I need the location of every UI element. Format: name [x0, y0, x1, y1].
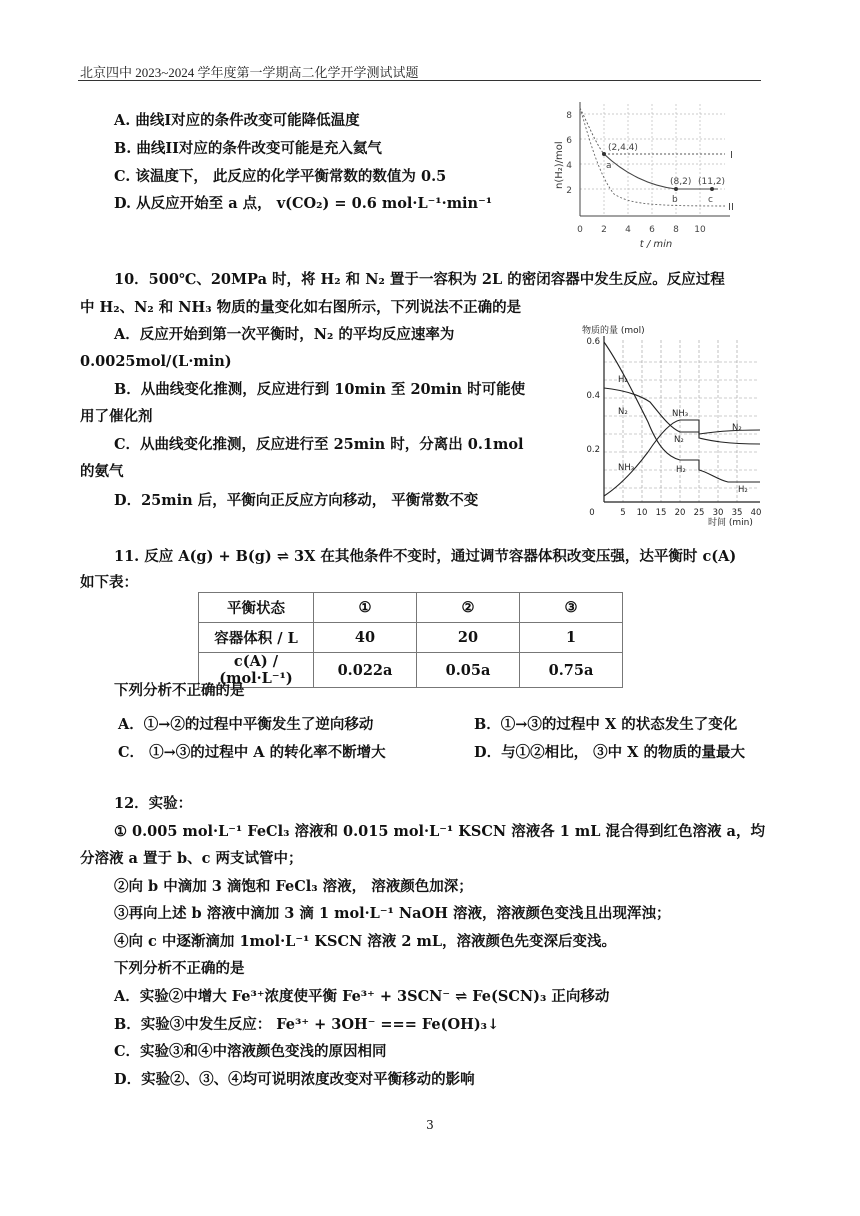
q9-option-b: B. 曲线II对应的条件改变可能是充入氦气: [114, 140, 382, 157]
q9-point-label: (11,2): [698, 177, 726, 187]
q9-curve-ii: II: [728, 202, 734, 213]
q10-series-label: H₂: [618, 375, 628, 385]
q9-ytick: 4: [566, 161, 572, 171]
q10-xtick: 30: [712, 508, 724, 518]
q10-xlabel: 时间 (min): [708, 518, 753, 528]
q11-prompt: 下列分析不正确的是: [114, 682, 245, 699]
q10-ytick: 0.4: [586, 391, 600, 401]
q10-ytick: 0.6: [586, 337, 600, 347]
table-header-cell: ②: [417, 593, 520, 623]
q9-option-a: A. 曲线I对应的条件改变可能降低温度: [114, 112, 360, 129]
table-header-cell: ①: [314, 593, 417, 623]
q9-point-label: (2,4.4): [608, 143, 638, 153]
q12-prompt: 下列分析不正确的是: [114, 960, 245, 977]
q10-xtick: 10: [636, 508, 648, 518]
q11-stem-2: 如下表：: [80, 574, 138, 591]
table-cell: 0.75a: [520, 653, 623, 688]
q12-line-1: ① 0.005 mol·L⁻¹ FeCl₃ 溶液和 0.015 mol·L⁻¹ KSCN 溶液各 1 mL 混合得到红色溶液 a，均: [114, 823, 765, 840]
q10-series-label: H₂: [676, 465, 686, 475]
q9-xtick: 8: [673, 225, 679, 235]
q10-option-a2: 0.0025mol/(L·min): [80, 353, 232, 370]
table-header-cell: ③: [520, 593, 623, 623]
table-cell: c(A) / (mol·L⁻¹): [199, 653, 314, 688]
q10-option-b1: B．从曲线变化推测，反应进行到 10min 至 20min 时可能使: [114, 381, 526, 398]
q10-ylabel: 物质的量 (mol): [582, 326, 645, 336]
q10-ytick: 0.2: [586, 445, 600, 455]
q10-series-label: NH₃: [672, 409, 689, 419]
q10-xtick: 0: [589, 508, 595, 518]
page-header: 北京四中 2023~2024 学年度第一学期高二化学开学测试试题: [80, 65, 419, 80]
table-cell: 1: [520, 623, 623, 653]
q9-option-d: D. 从反应开始至 a 点， v(CO₂) = 0.6 mol·L⁻¹·min⁻¹: [114, 195, 493, 212]
q10-xtick: 25: [693, 508, 705, 518]
q10-series-label: N₂: [618, 407, 628, 417]
q9-ytick: 8: [566, 111, 572, 121]
page-number: 3: [426, 1118, 434, 1132]
q9-point-b: b: [672, 195, 678, 205]
q12-line-2: 分溶液 a 置于 b、c 两支试管中；: [80, 850, 303, 867]
q9-xtick: 2: [601, 225, 607, 235]
q12-option-c: C．实验③和④中溶液颜色变浅的原因相同: [114, 1043, 387, 1060]
q11-table: [198, 592, 623, 688]
q10-xtick: 35: [731, 508, 743, 518]
q12-option-d: D．实验②、③、④均可说明浓度改变对平衡移动的影响: [114, 1071, 475, 1088]
q10-series-label: NH₃: [618, 463, 635, 473]
q9-ytick: 6: [566, 136, 572, 146]
q12-line-4: ③再向上述 b 溶液中滴加 3 滴 1 mol·L⁻¹ NaOH 溶液，溶液颜色变浅且出现浑浊；: [114, 905, 671, 922]
q10-xtick: 40: [750, 508, 762, 518]
q9-ylabel: n(H₂)/mol: [554, 141, 565, 189]
table-row: [199, 623, 623, 653]
q10-option-b2: 用了催化剂: [80, 408, 153, 425]
header-rule: [78, 80, 761, 81]
q12-line-5: ④向 c 中逐渐滴加 1mol·L⁻¹ KSCN 溶液 2 mL，溶液颜色先变深后变浅。: [114, 933, 617, 950]
q10-xtick: 5: [620, 508, 626, 518]
q9-xtick: 10: [694, 225, 706, 235]
q10-option-c2: 的氨气: [80, 463, 124, 480]
q9-xlabel: t / min: [639, 239, 673, 250]
q10-series-label: N₂: [732, 423, 742, 433]
q12-option-a: A．实验②中增大 Fe³⁺浓度使平衡 Fe³⁺ + 3SCN⁻ ⇌ Fe(SCN)₃ 正向移动: [114, 988, 610, 1005]
q10-xtick: 15: [655, 508, 667, 518]
q10-amount-graph: [578, 322, 768, 530]
q9-point-c: c: [708, 195, 713, 205]
q10-series-label: H₂: [738, 485, 748, 495]
q9-ytick: 2: [566, 186, 572, 196]
table-cell: 40: [314, 623, 417, 653]
q9-curve-i: I: [730, 150, 733, 161]
table-row: [199, 653, 623, 688]
q9-xtick: 4: [625, 225, 631, 235]
q11-option-b: B．①→③的过程中 X 的状态发生了变化: [474, 716, 738, 733]
q9-xtick: 6: [649, 225, 655, 235]
table-cell: 0.05a: [417, 653, 520, 688]
q12-option-b: B．实验③中发生反应： Fe³⁺ + 3OH⁻ === Fe(OH)₃↓: [114, 1016, 500, 1033]
q9-point-label: (8,2): [670, 177, 692, 187]
q10-stem-1: 10．500℃、20MPa 时，将 H₂ 和 N₂ 置于一容积为 2L 的密闭容器中发生反应。反应过程: [114, 271, 725, 288]
q9-h2-graph: [550, 94, 760, 254]
q10-option-a1: A．反应开始到第一次平衡时，N₂ 的平均反应速率为: [114, 326, 455, 343]
table-cell: 容器体积 / L: [199, 623, 314, 653]
table-cell: 0.022a: [314, 653, 417, 688]
q10-series-label: N₂: [674, 435, 684, 445]
q9-option-c: C. 该温度下， 此反应的化学平衡常数的数值为 0.5: [114, 168, 447, 185]
table-header-cell: 平衡状态: [199, 593, 314, 623]
q11-option-a: A．①→②的过程中平衡发生了逆向移动: [118, 716, 374, 733]
table-row: [199, 593, 623, 623]
q10-xtick: 20: [674, 508, 686, 518]
table-cell: 20: [417, 623, 520, 653]
q10-option-c1: C．从曲线变化推测，反应进行至 25min 时，分离出 0.1mol: [114, 436, 524, 453]
q12-title: 12．实验：: [114, 795, 193, 812]
q12-line-3: ②向 b 中滴加 3 滴饱和 FeCl₃ 溶液， 溶液颜色加深；: [114, 878, 473, 895]
q10-stem-2: 中 H₂、N₂ 和 NH₃ 物质的量变化如右图所示，下列说法不正确的是: [80, 299, 522, 316]
q11-stem-1: 11. 反应 A(g) + B(g) ⇌ 3X 在其他条件不变时，通过调节容器体积改变压强，达平衡时 c(A): [114, 548, 737, 565]
q11-option-c: C． ①→③的过程中 A 的转化率不断增大: [118, 744, 386, 761]
q10-option-d: D．25min 后，平衡向正反应方向移动， 平衡常数不变: [114, 492, 479, 509]
q9-xtick: 0: [577, 225, 583, 235]
q11-option-d: D．与①②相比， ③中 X 的物质的量最大: [474, 744, 745, 761]
q9-point-a: a: [606, 161, 612, 171]
